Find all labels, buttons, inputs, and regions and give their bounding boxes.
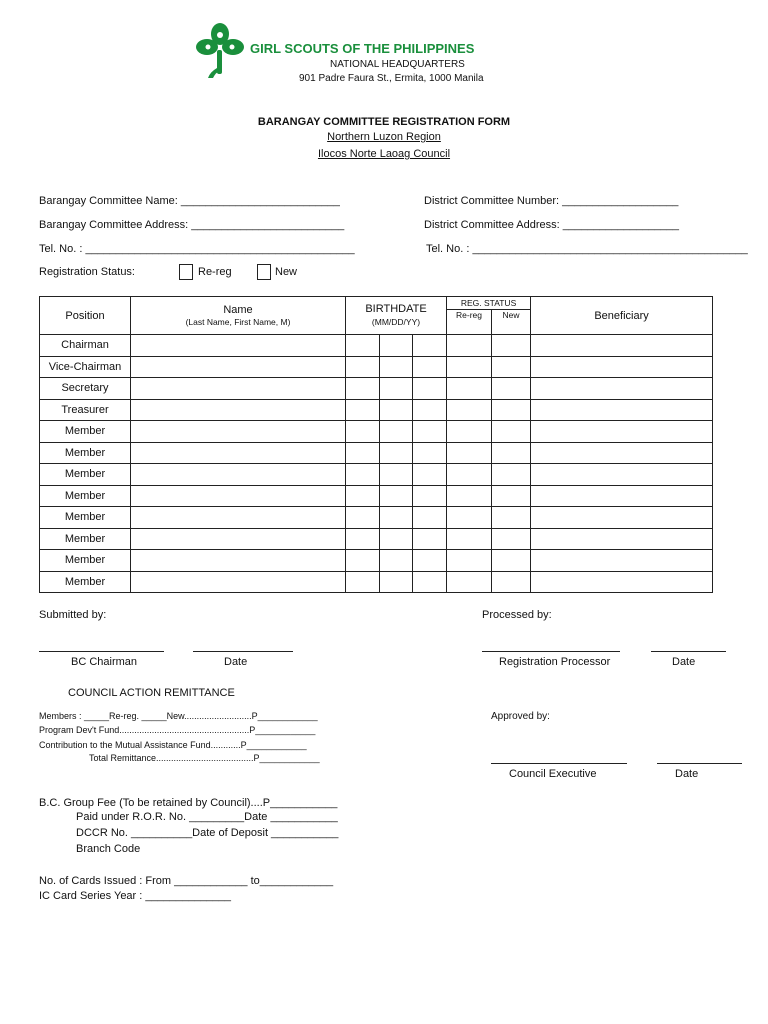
trefoil-logo-icon — [196, 22, 244, 78]
bc-chairman-label: BC Chairman — [71, 656, 138, 668]
position-cell: Member — [40, 571, 131, 593]
submitted-by-label: Submitted by: — [39, 609, 107, 621]
registration-processor-label: Registration Processor — [499, 656, 611, 668]
birth-dd-cell[interactable] — [380, 571, 413, 593]
birth-mm-cell[interactable] — [346, 378, 380, 400]
rereg-cell[interactable] — [447, 335, 492, 357]
beneficiary-cell[interactable] — [531, 550, 713, 572]
beneficiary-cell[interactable] — [531, 464, 713, 486]
col-rereg-header: Re-reg — [447, 310, 492, 335]
office-address: 901 Padre Faura St., Ermita, 1000 Manila — [299, 73, 484, 84]
table-row — [40, 399, 713, 421]
processed-by-label: Processed by: — [482, 609, 552, 621]
birth-dd-cell[interactable] — [380, 421, 413, 443]
birth-mm-cell[interactable] — [346, 550, 380, 572]
birth-yy-cell[interactable] — [413, 571, 447, 593]
org-name: GIRL SCOUTS OF THE PHILIPPINES — [250, 41, 475, 56]
birth-mm-cell[interactable] — [346, 442, 380, 464]
birth-dd-cell[interactable] — [380, 378, 413, 400]
rereg-cell[interactable] — [447, 464, 492, 486]
position-cell: Member — [40, 421, 131, 443]
name-cell[interactable] — [131, 507, 346, 529]
office-name: NATIONAL HEADQUARTERS — [330, 59, 465, 70]
birth-dd-cell[interactable] — [380, 528, 413, 550]
name-cell[interactable] — [131, 485, 346, 507]
col-name-subheader: (Last Name, First Name, M) — [185, 316, 291, 327]
name-cell[interactable] — [131, 335, 346, 357]
name-cell[interactable] — [131, 571, 346, 593]
birth-yy-cell[interactable] — [413, 378, 447, 400]
table-row — [40, 550, 713, 572]
beneficiary-cell[interactable] — [531, 571, 713, 593]
bc-name-field[interactable]: Barangay Committee Name: __________________________ — [39, 195, 340, 207]
members-line[interactable]: Members : _____Re-reg. _____New...........................P____________ — [39, 711, 318, 721]
table-row — [40, 378, 713, 400]
new-cell[interactable] — [492, 464, 531, 486]
council-exec-date-label: Date — [675, 768, 699, 780]
council-executive-label: Council Executive — [509, 768, 597, 780]
new-cell[interactable] — [492, 378, 531, 400]
new-cell[interactable] — [492, 507, 531, 529]
position-cell: Member — [40, 507, 131, 529]
rereg-cell[interactable] — [447, 442, 492, 464]
program-fund-line[interactable]: Program Dev't Fund....................................................P____________ — [39, 725, 316, 735]
birth-dd-cell[interactable] — [380, 507, 413, 529]
position-cell: Treasurer — [40, 399, 131, 421]
rereg-cell[interactable] — [447, 399, 492, 421]
birth-mm-cell[interactable] — [346, 421, 380, 443]
rereg-cell[interactable] — [447, 356, 492, 378]
checkbox-new[interactable] — [257, 264, 271, 280]
position-cell: Member — [40, 485, 131, 507]
rereg-cell[interactable] — [447, 421, 492, 443]
name-cell[interactable] — [131, 378, 346, 400]
birth-dd-cell[interactable] — [380, 464, 413, 486]
birth-dd-cell[interactable] — [380, 485, 413, 507]
rereg-option-label: Re-reg — [198, 266, 232, 278]
birth-dd-cell[interactable] — [380, 335, 413, 357]
table-row — [40, 571, 713, 593]
ror-line[interactable]: Paid under R.O.R. No. _________Date ___________ — [76, 811, 338, 823]
mutual-fund-line[interactable]: Contribution to the Mutual Assistance Fund............P____________ — [39, 740, 307, 750]
total-remittance-line[interactable]: Total Remittance.......................................P____________ — [89, 753, 320, 763]
new-cell[interactable] — [492, 571, 531, 593]
birth-yy-cell[interactable] — [413, 507, 447, 529]
name-cell[interactable] — [131, 421, 346, 443]
name-cell[interactable] — [131, 528, 346, 550]
bc-address-field[interactable]: Barangay Committee Address: _________________________ — [39, 219, 345, 231]
remittance-heading: COUNCIL ACTION REMITTANCE — [68, 687, 235, 699]
cards-issued-line[interactable]: No. of Cards Issued : From ____________ to____________ — [39, 875, 334, 887]
birth-yy-cell[interactable] — [413, 356, 447, 378]
table-row — [40, 421, 713, 443]
registration-table — [39, 296, 713, 593]
col-reg-status-header: REG. STATUS — [447, 297, 531, 310]
new-cell[interactable] — [492, 421, 531, 443]
col-beneficiary-header: Beneficiary — [531, 297, 713, 335]
rereg-cell[interactable] — [447, 507, 492, 529]
birth-mm-cell[interactable] — [346, 485, 380, 507]
rereg-cell[interactable] — [447, 528, 492, 550]
beneficiary-cell[interactable] — [531, 356, 713, 378]
region-name: Northern Luzon Region — [327, 131, 441, 143]
name-cell[interactable] — [131, 356, 346, 378]
new-cell[interactable] — [492, 399, 531, 421]
new-option-label: New — [275, 266, 298, 278]
beneficiary-cell[interactable] — [531, 442, 713, 464]
new-cell[interactable] — [492, 550, 531, 572]
beneficiary-cell[interactable] — [531, 399, 713, 421]
birth-yy-cell[interactable] — [413, 485, 447, 507]
position-cell: Member — [40, 550, 131, 572]
birth-yy-cell[interactable] — [413, 442, 447, 464]
col-birthdate-header: BIRTHDATE (MM/DD/YY) — [346, 297, 447, 335]
position-cell: Member — [40, 528, 131, 550]
col-new-header: New — [492, 310, 531, 335]
position-cell: Chairman — [40, 335, 131, 357]
birth-yy-cell[interactable] — [413, 399, 447, 421]
new-cell[interactable] — [492, 356, 531, 378]
council-exec-signature-line[interactable] — [491, 763, 627, 764]
checkbox-rereg[interactable] — [179, 264, 193, 280]
birth-mm-cell[interactable] — [346, 528, 380, 550]
card-series-line[interactable]: IC Card Series Year : ______________ — [39, 890, 232, 902]
new-cell[interactable] — [492, 335, 531, 357]
dc-address-field[interactable]: District Committee Address: ___________________ — [424, 219, 679, 231]
name-cell[interactable] — [131, 464, 346, 486]
processor-signature-line[interactable] — [482, 651, 620, 652]
birth-yy-cell[interactable] — [413, 550, 447, 572]
birth-mm-cell[interactable] — [346, 571, 380, 593]
branch-code-label[interactable]: Branch Code — [76, 843, 141, 855]
bc-date-line[interactable] — [193, 651, 293, 652]
table-row — [40, 528, 713, 550]
new-cell[interactable] — [492, 442, 531, 464]
rereg-cell[interactable] — [447, 378, 492, 400]
rereg-cell[interactable] — [447, 550, 492, 572]
beneficiary-cell[interactable] — [531, 507, 713, 529]
approved-by-label: Approved by: — [491, 711, 550, 722]
birth-dd-cell[interactable] — [380, 356, 413, 378]
birth-dd-cell[interactable] — [380, 442, 413, 464]
beneficiary-cell[interactable] — [531, 528, 713, 550]
table-row — [40, 507, 713, 529]
table-row — [40, 442, 713, 464]
beneficiary-cell[interactable] — [531, 421, 713, 443]
tel-right-field[interactable]: Tel. No. : _____________________________________________ — [426, 243, 748, 255]
beneficiary-cell[interactable] — [531, 485, 713, 507]
birth-mm-cell[interactable] — [346, 356, 380, 378]
birth-yy-cell[interactable] — [413, 464, 447, 486]
birth-mm-cell[interactable] — [346, 464, 380, 486]
processor-date-label: Date — [672, 656, 696, 668]
beneficiary-cell[interactable] — [531, 335, 713, 357]
name-cell[interactable] — [131, 442, 346, 464]
position-cell: Member — [40, 442, 131, 464]
table-row — [40, 335, 713, 357]
bc-date-label: Date — [224, 656, 248, 668]
position-cell: Member — [40, 464, 131, 486]
new-cell[interactable] — [492, 528, 531, 550]
birth-yy-cell[interactable] — [413, 421, 447, 443]
birth-yy-cell[interactable] — [413, 335, 447, 357]
council-name: Ilocos Norte Laoag Council — [317, 148, 451, 160]
name-cell[interactable] — [131, 399, 346, 421]
table-row — [40, 356, 713, 378]
tel-left-field[interactable]: Tel. No. : ____________________________________________ — [39, 243, 355, 255]
col-name-header: Name (Last Name, First Name, M) — [131, 297, 346, 335]
birth-mm-cell[interactable] — [346, 507, 380, 529]
dccr-line[interactable]: DCCR No. __________Date of Deposit ___________ — [76, 827, 339, 839]
position-cell: Secretary — [40, 378, 131, 400]
council-exec-date-line[interactable] — [657, 763, 742, 764]
col-birthdate-subheader: (MM/DD/YY) — [371, 316, 421, 327]
rereg-cell[interactable] — [447, 485, 492, 507]
position-cell: Vice-Chairman — [40, 356, 131, 378]
registration-status-label: Registration Status: — [39, 266, 135, 278]
birth-mm-cell[interactable] — [346, 335, 380, 357]
birth-mm-cell[interactable] — [346, 399, 380, 421]
table-row — [40, 464, 713, 486]
bc-chairman-signature-line[interactable] — [39, 651, 164, 652]
birth-yy-cell[interactable] — [413, 528, 447, 550]
rereg-cell[interactable] — [447, 571, 492, 593]
form-title: BARANGAY COMMITTEE REGISTRATION FORM — [257, 116, 511, 128]
col-position-header: Position — [40, 297, 131, 335]
dc-number-field[interactable]: District Committee Number: ___________________ — [424, 195, 679, 207]
table-row — [40, 485, 713, 507]
birth-dd-cell[interactable] — [380, 399, 413, 421]
beneficiary-cell[interactable] — [531, 378, 713, 400]
name-cell[interactable] — [131, 550, 346, 572]
processor-date-line[interactable] — [651, 651, 726, 652]
birth-dd-cell[interactable] — [380, 550, 413, 572]
new-cell[interactable] — [492, 485, 531, 507]
group-fee-line[interactable]: B.C. Group Fee (To be retained by Council)....P___________ — [39, 797, 338, 809]
